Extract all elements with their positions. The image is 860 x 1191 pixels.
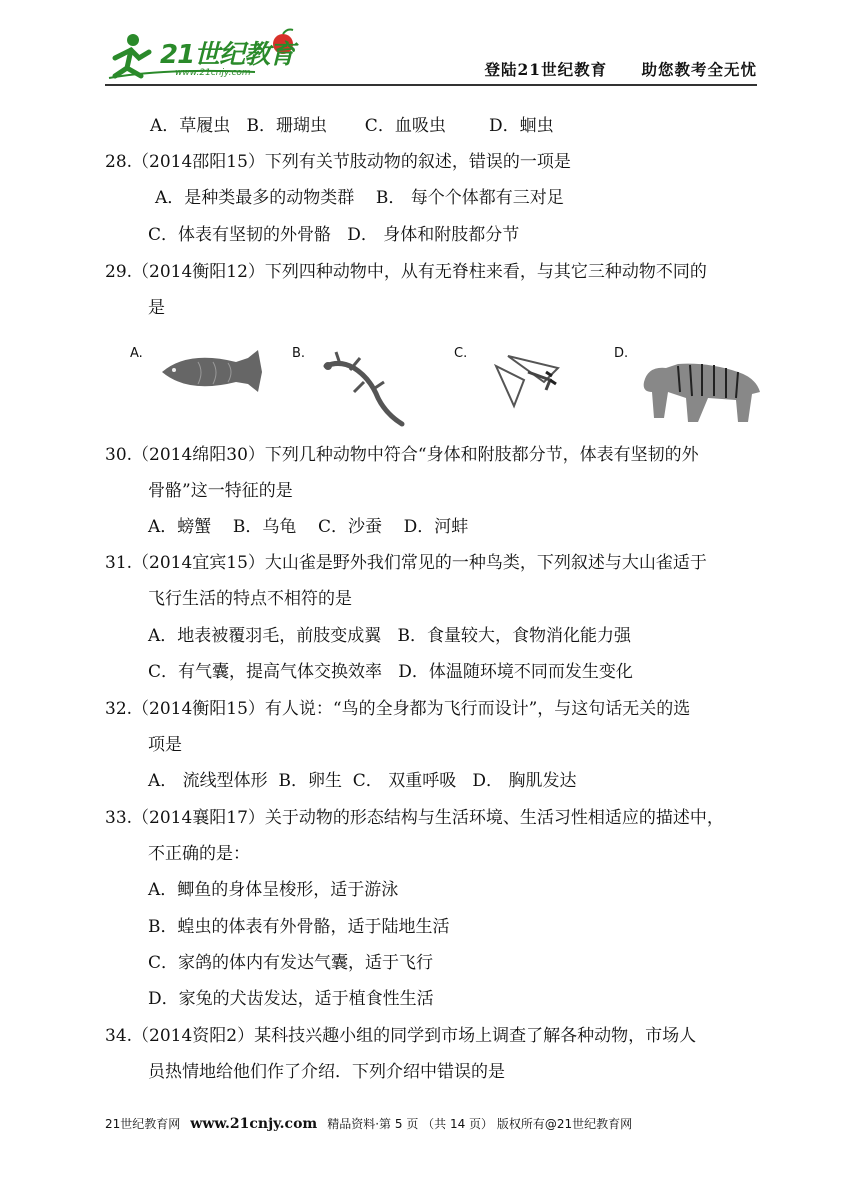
text-line: D．家兔的犬齿发达，适于植食性生活 [148,989,434,1009]
text-line: 28.（2014邵阳15）下列有关节肢动物的叙述，错误的一项是 [105,152,571,172]
logo [105,28,305,86]
text-line: 34.（2014资阳2）某科技兴趣小组的同学到市场上调查了解各种动物，市场人 [105,1026,697,1046]
text-line: A．地表被覆羽毛，前肢变成翼 B．食量较大，食物消化能力强 [148,626,631,646]
text-line: B．蝗虫的体表有外骨骼，适于陆地生活 [148,917,450,937]
text-line: 不正确的是： [148,844,250,864]
footer-url[interactable]: www.21cnjy.com [190,1116,318,1132]
header-slogan [485,58,758,80]
image-label-c: C. [454,346,468,361]
text-line: A．鲫鱼的身体呈梭形，适于游泳 [148,880,399,900]
header-divider [105,84,757,86]
animal-images [130,338,760,438]
image-label-a: A. [130,346,143,361]
slogan-right: 助您教考全无忧 [641,60,757,79]
text-line: 33.（2014襄阳17）关于动物的形态结构与生活环境、生活习性相适应的描述中， [105,808,724,828]
butterfly-image [488,346,568,411]
footer-info: 精品资料·第 5 页 （共 14 页） 版权所有@21世纪教育网 [327,1117,633,1131]
text-line: 32.（2014衡阳15）有人说：“鸟的全身都为飞行而设计”，与这句话无关的选 [105,699,691,719]
logo-url: www.21cnjy.com [175,68,251,78]
text-line: 骨骼”这一特征的是 [148,481,293,501]
text-line: 项是 [148,735,182,755]
text-line: 员热情地给他们作了介绍．下列介绍中错误的是 [148,1062,505,1082]
image-label-b: B. [292,346,306,361]
text-line: A．是种类最多的动物类群 B． 每个个体都有三对足 [155,188,564,208]
lizard-image [320,348,410,428]
text-line: C．有气囊，提高气体交换效率 D．体温随环境不同而发生变化 [148,662,633,682]
page-footer [105,1115,757,1132]
logo-text: 21世纪教育 [160,40,295,70]
text-line: 29.（2014衡阳12）下列四种动物中，从有无脊柱来看，与其它三种动物不同的 [105,262,707,282]
image-label-d: D. [614,346,629,361]
text-line: A． 流线型体形 B．卵生 C． 双重呼吸 D． 胸肌发达 [148,771,577,791]
text-line: 飞行生活的特点不相符的是 [148,589,352,609]
text-line: 30.（2014绵阳30）下列几种动物中符合“身体和附肢都分节，体表有坚韧的外 [105,445,699,465]
text-line: C．家鸽的体内有发达气囊，适于飞行 [148,953,434,973]
tiger-image [638,352,766,427]
slogan-left: 登陆21世纪教育 [484,60,608,79]
fish-image [158,348,270,393]
page-header [105,28,757,86]
text-line: A．螃蟹 B．乌龟 C．沙蚕 D．河蚌 [148,517,469,537]
text-line: A．草履虫 B．珊瑚虫 C．血吸虫 D．蛔虫 [150,116,554,136]
text-line: 是 [148,298,165,318]
footer-site: 21世纪教育网 [105,1117,181,1131]
text-line: 31.（2014宜宾15）大山雀是野外我们常见的一种鸟类，下列叙述与大山雀适于 [105,553,707,573]
text-line: C．体表有坚韧的外骨骼 D． 身体和附肢都分节 [148,225,520,245]
